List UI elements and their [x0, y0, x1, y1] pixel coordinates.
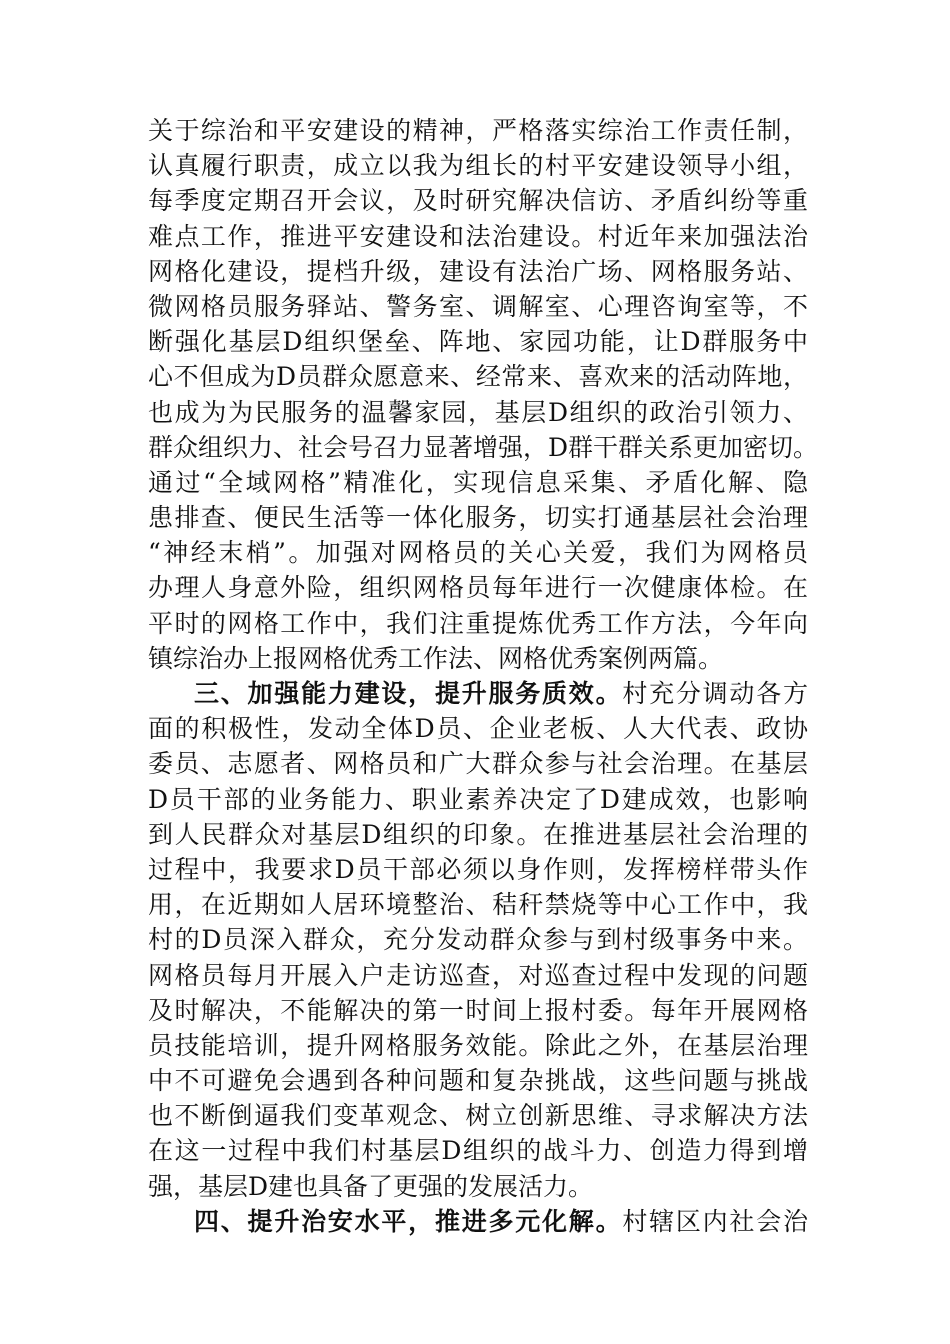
text-line: 难点工作，推进平安建设和法治建设。村近年来加强法治 [148, 221, 808, 251]
document-body [148, 113, 819, 1239]
text-line: 每季度定期召开会议，及时研究解决信访、矛盾纠纷等重 [148, 186, 808, 216]
text-line: 到人民群众对基层D组织的印象。在推进基层社会治理的 [148, 819, 808, 849]
text-line: 委员、志愿者、网格员和广大群众参与社会治理。在基层 [148, 749, 808, 779]
text-line: 过程中，我要求D员干部必须以身作则，发挥榜样带头作 [148, 854, 808, 884]
text-line: 办理人身意外险，组织网格员每年进行一次健康体检。在 [148, 573, 808, 603]
text-line: D员干部的业务能力、职业素养决定了D建成效，也影响 [148, 784, 808, 814]
text-line: 心不但成为D员群众愿意来、经常来、喜欢来的活动阵地， [148, 362, 808, 392]
text-line: 关于综治和平安建设的精神，严格落实综治工作责任制， [148, 116, 808, 145]
text-line: 村的D员深入群众，充分发动群众参与到村级事务中来。 [148, 925, 808, 955]
text-line: 用，在近期如人居环境整治、秸秆禁烧等中心工作中，我 [148, 890, 808, 920]
text-line: 员技能培训，提升网格服务效能。除此之外，在基层治理 [148, 1030, 808, 1060]
text-line: 镇综治办上报网格优秀工作法、网格优秀案例两篇。 [148, 643, 724, 673]
text-line: 网格员每月开展入户走访巡查，对巡查过程中发现的问题 [148, 960, 808, 990]
text-line: 认真履行职责，成立以我为组长的村平安建设领导小组， [148, 151, 808, 181]
text-line: 中不可避免会遇到各种问题和复杂挑战，这些问题与挑战 [148, 1066, 808, 1096]
text-line: 微网格员服务驿站、警务室、调解室、心理咨询室等，不 [148, 291, 808, 321]
text-line: 平时的网格工作中，我们注重提炼优秀工作方法，今年向 [148, 608, 808, 638]
text-line: “神经末梢”。加强对网格员的关心关爱，我们为网格员 [148, 538, 808, 568]
section-heading-line: 三、加强能力建设，提升服务质效。村充分调动各方 [194, 679, 808, 708]
text-line: 群众组织力、社会号召力显著增强，D群干群关系更加密切。 [148, 432, 819, 462]
section-heading-4: 四、提升治安水平，推进多元化解。 [194, 1206, 623, 1236]
text-line: 强，基层D建也具备了更强的发展活力。 [148, 1171, 594, 1201]
text-line: 断强化基层D组织堡垒、阵地、家园功能，让D群服务中 [148, 327, 808, 357]
text-line: 通过“全域网格”精准化，实现信息采集、矛盾化解、隐 [148, 467, 808, 497]
section-heading-3: 三、加强能力建设，提升服务质效。 [194, 679, 623, 708]
text-line: 网格化建设，提档升级，建设有法治广场、网格服务站、 [148, 256, 808, 286]
text-line: 及时解决，不能解决的第一时间上报村委。每年开展网格 [148, 995, 808, 1025]
text-line: 面的积极性，发动全体D员、企业老板、人大代表、政协 [148, 714, 808, 744]
text-line: 也成为为民服务的温馨家园，基层D组织的政治引领力、 [148, 397, 808, 427]
section-heading-line: 四、提升治安水平，推进多元化解。村辖区内社会治 [194, 1206, 808, 1236]
text-line: 患排查、便民生活等一体化服务，切实打通基层社会治理 [148, 503, 808, 533]
text-line: 也不断倒逼我们变革观念、树立创新思维、寻求解决方法 [148, 1101, 808, 1131]
text-line: 在这一过程中我们村基层D组织的战斗力、创造力得到增 [148, 1136, 808, 1166]
